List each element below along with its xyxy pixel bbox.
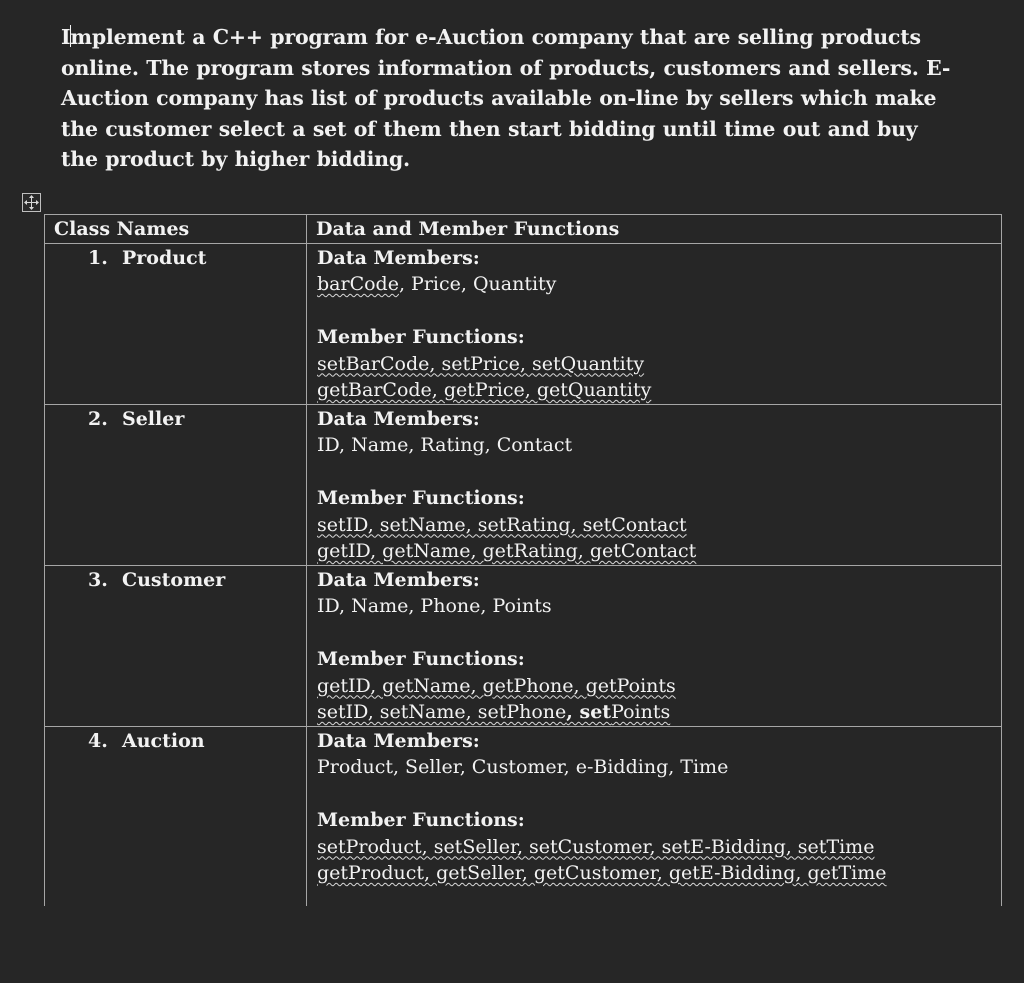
class-number: 2. xyxy=(88,407,108,430)
member-functions-label: Member Functions: xyxy=(317,809,525,831)
table-header-row xyxy=(45,215,1002,244)
table-move-handle[interactable] xyxy=(22,193,41,212)
class-name-cell xyxy=(45,404,307,565)
getter-functions: getBarCode, getPrice, getQuantity xyxy=(317,379,652,401)
class-name-text: Product xyxy=(122,246,207,269)
data-members-rest: , Price, Quantity xyxy=(398,273,557,295)
table-row xyxy=(45,404,1002,565)
assignment-description xyxy=(61,22,961,175)
intro-first-letter: I xyxy=(61,25,71,49)
intro-text: mplement a C++ program for e-Auction company that are selling products online. The program stores information of products, customers and sellers. E-Auction company has list of products available on-line by sellers which make the customer select a set of them then start bidding until time out and buy the product by higher bidding. xyxy=(61,25,951,172)
class-name-cell xyxy=(45,565,307,726)
getter-functions: getID, getName, getRating, getContact xyxy=(317,540,697,562)
data-members-list xyxy=(317,271,991,298)
getter-functions: getProduct, getSeller, getCustomer, getE-Bidding, getTime xyxy=(317,862,887,884)
class-details-cell xyxy=(307,726,1002,906)
class-number: 4. xyxy=(88,729,108,752)
move-icon xyxy=(24,195,39,210)
class-name xyxy=(55,245,296,272)
class-name-cell xyxy=(45,726,307,906)
class-table xyxy=(44,214,1002,906)
class-name xyxy=(55,406,296,433)
data-members-label: Data Members: xyxy=(317,568,480,591)
class-details-cell xyxy=(307,243,1002,404)
class-details-cell xyxy=(307,565,1002,726)
data-members-label: Data Members: xyxy=(317,729,480,752)
misspelled-word: barCode xyxy=(317,273,399,295)
getter-functions: getID, getName, getPhone, getPoints xyxy=(317,674,676,697)
table-row xyxy=(45,243,1002,404)
data-members-list: Product, Seller, Customer, e-Bidding, Time xyxy=(317,756,729,778)
data-members-label: Data Members: xyxy=(317,407,480,430)
class-name xyxy=(55,567,296,594)
class-details-cell xyxy=(307,404,1002,565)
class-name-text: Auction xyxy=(122,729,205,752)
member-functions-label: Member Functions: xyxy=(317,487,525,509)
member-functions-label: Member Functions: xyxy=(317,648,525,670)
data-members-list: ID, Name, Rating, Contact xyxy=(317,434,573,456)
class-name-text: Customer xyxy=(122,568,226,591)
class-name-cell xyxy=(45,243,307,404)
setter-functions-bold: , set xyxy=(566,701,612,723)
setter-functions-tail: Points xyxy=(611,701,671,723)
setter-functions: setID, setName, setRating, setContact xyxy=(317,513,687,536)
header-class-names: Class Names xyxy=(45,215,307,244)
table-row xyxy=(45,726,1002,906)
table-row xyxy=(45,565,1002,726)
data-members-label: Data Members: xyxy=(317,246,480,269)
header-data-member-functions: Data and Member Functions xyxy=(307,215,1002,244)
member-functions-label: Member Functions: xyxy=(317,326,525,348)
setter-functions: setBarCode, setPrice, setQuantity xyxy=(317,352,645,375)
setter-functions: setProduct, setSeller, setCustomer, setE-Bidding, setTime xyxy=(317,835,875,858)
data-members-list: ID, Name, Phone, Points xyxy=(317,595,552,617)
class-name xyxy=(55,728,296,755)
class-number: 1. xyxy=(88,246,108,269)
setter-functions-plain: setID, setName, setPhone xyxy=(317,701,567,723)
setter-functions xyxy=(317,699,991,726)
class-number: 3. xyxy=(88,568,108,591)
class-name-text: Seller xyxy=(122,407,185,430)
